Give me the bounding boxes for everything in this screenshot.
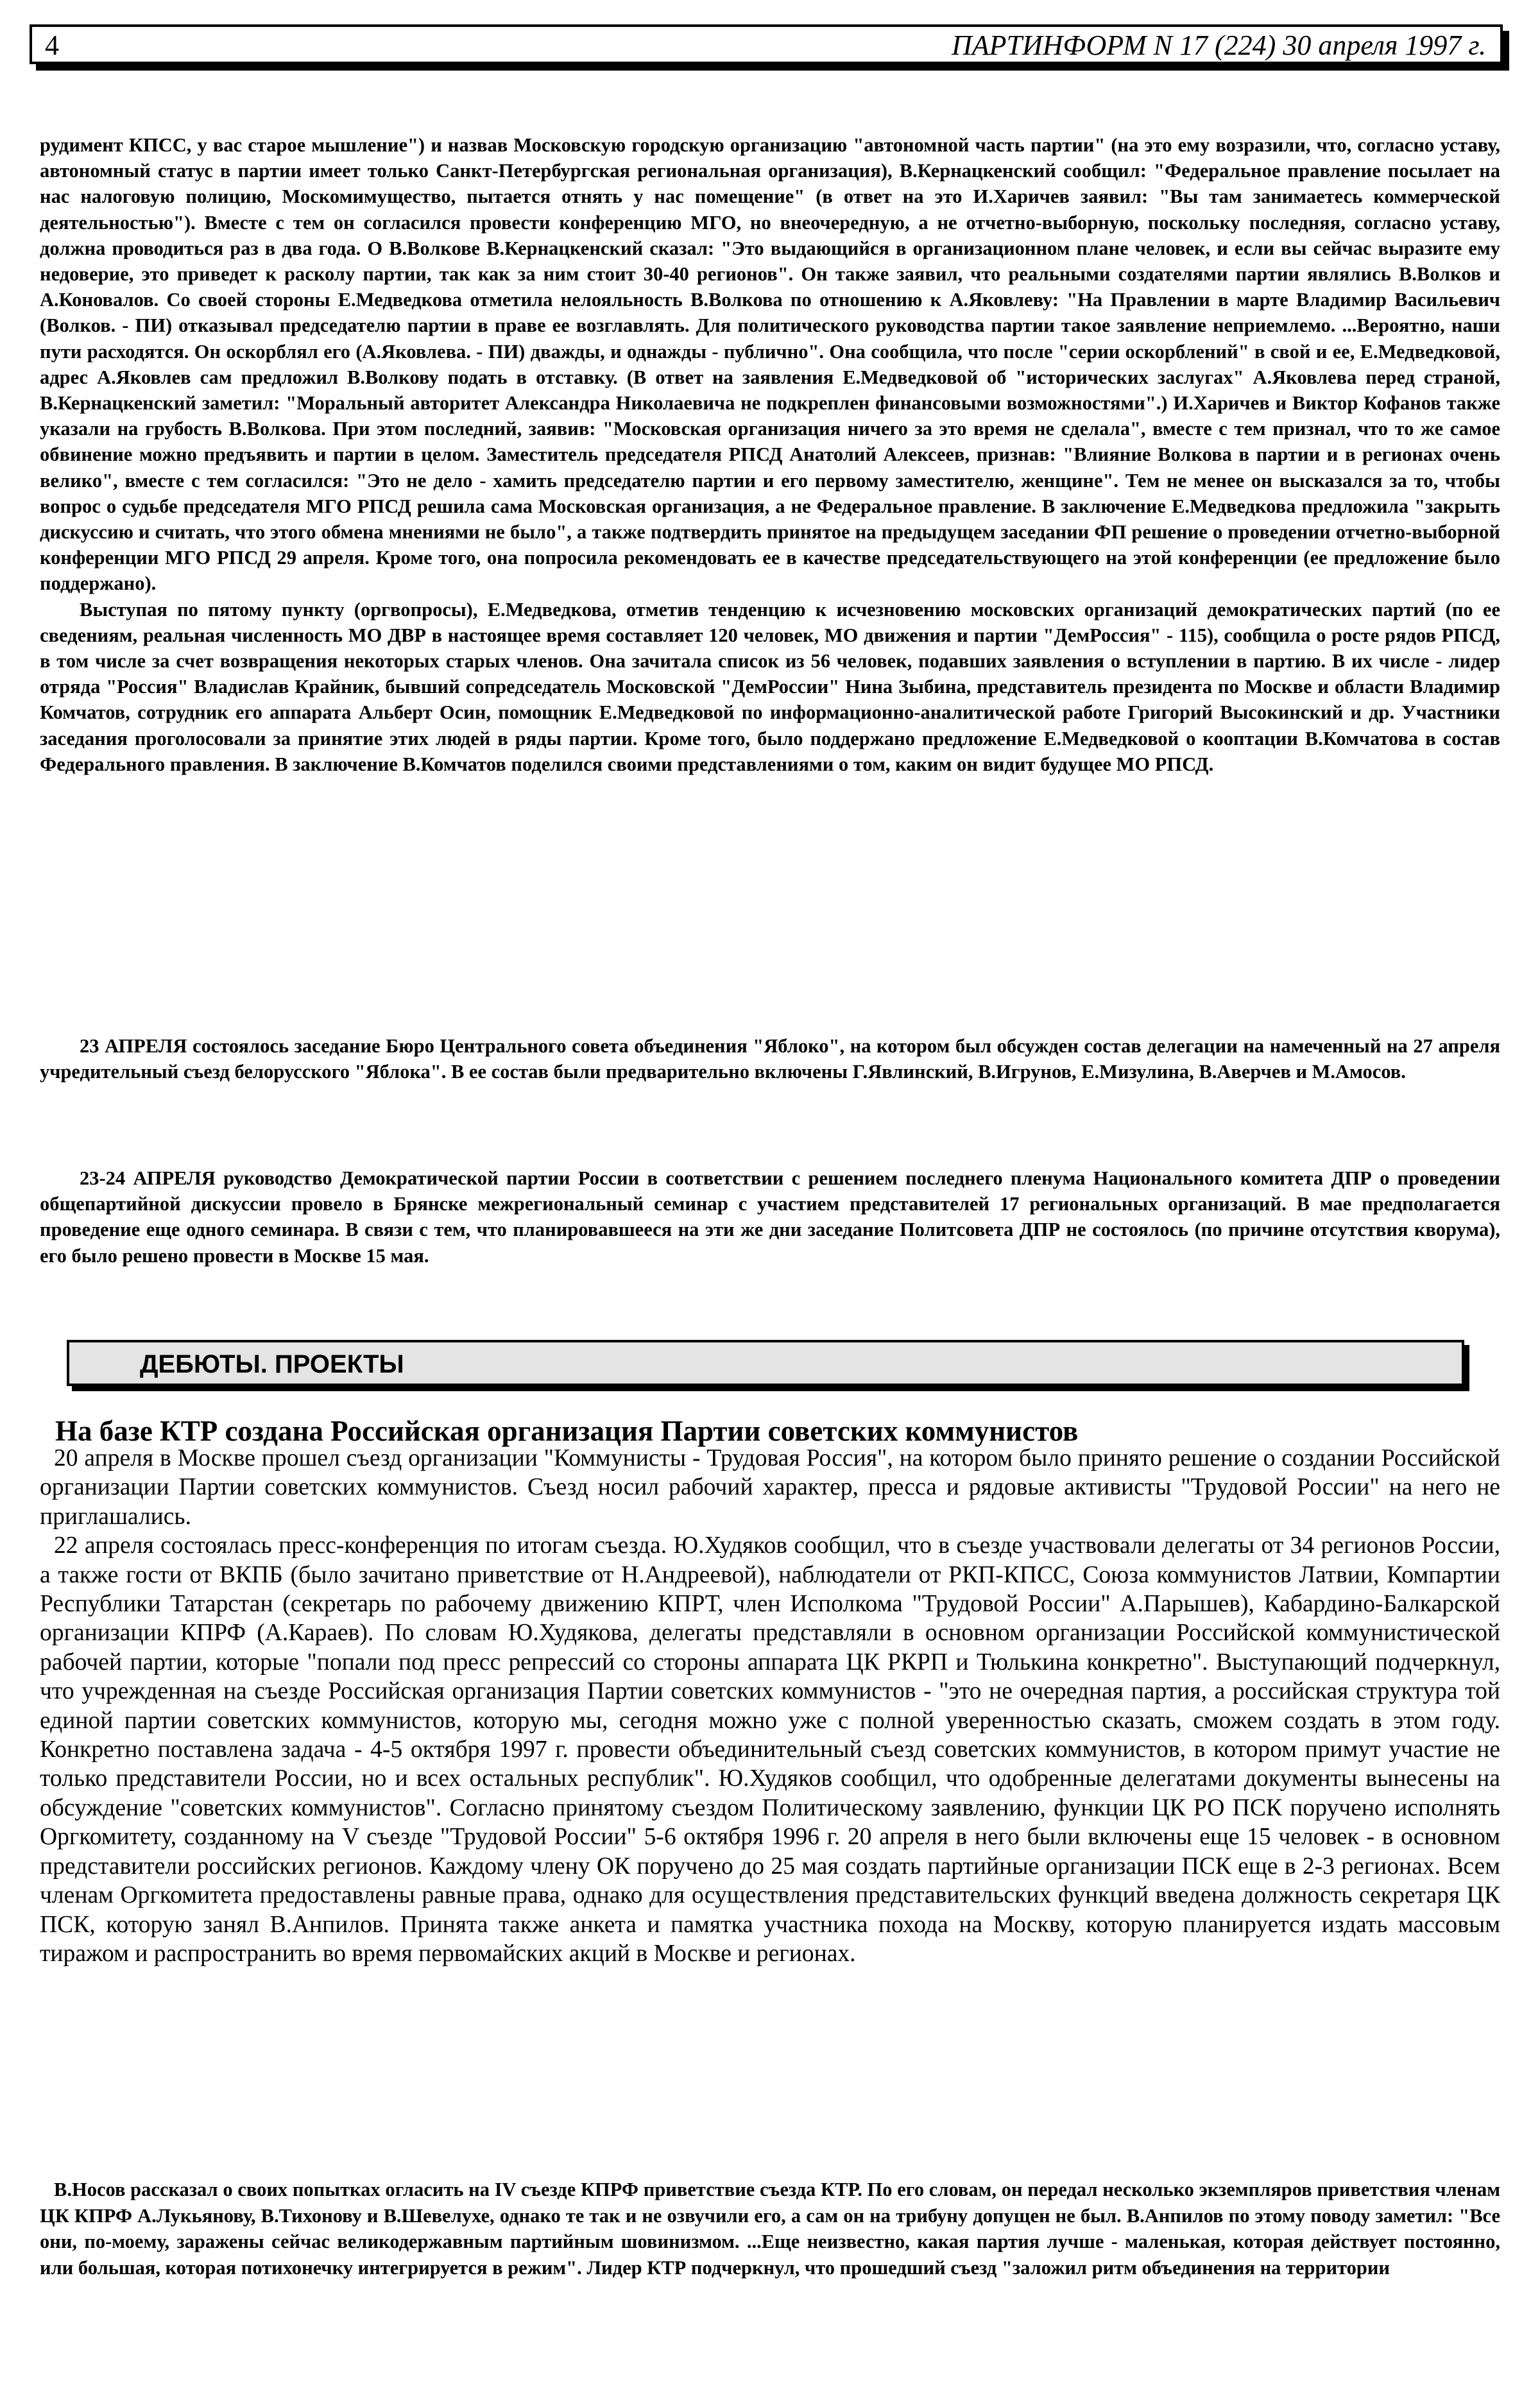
section-heading: ДЕБЮТЫ. ПРОЕКТЫ bbox=[140, 1350, 404, 1378]
article-body bbox=[40, 1444, 1500, 1968]
section-heading-bar bbox=[67, 1340, 1464, 1386]
article-paragraph: 22 апреля состоялась пресс-конференция по итогам съезда. Ю.Худяков сообщил, что в съезде участвовали делегаты от 34 регионов России, а также гости от ВКПБ (было зачитано приветствие от Н.Андреевой), наблюдатели от РКП-КПСС, Союза коммунистов Латвии, Компартии Республики Татарстан (секретарь по рабочему движению КПРТ, член Исполкома "Трудовой России" А.Парышев), Кабардино-Балкарской организации КПРФ (А.Караев). По словам Ю.Худякова, делегаты представляли в основном организации Российской коммунистической рабочей партии, которые "попали под пресс репрессий со стороны аппарата ЦК РКРП и Тюлькина конкретно". Выступающий подчеркнул, что учрежденная на съезде Российская организация Партии советских коммунистов - "это не очередная партия, а российская структура той единой партии советских коммунистов, которую мы, сегодня можно уже с полной уверенностью сказать, сможем создать в этом году. Конкретно поставлена задача - 4-5 октября 1997 г. провести объединительный съезд советских коммунистов, в котором примут участие не только представители России, но и всех остальных республик". Ю.Худяков сообщил, что одобренные делегатами документы вынесены на обсуждение "советских коммунистов". Согласно принятому съездом Политическому заявлению, функции ЦК РО ПСК поручено исполнять Оргкомитету, созданному на V съезде "Трудовой России" 5-6 октября 1996 г. 20 апреля в него были включены еще 15 человек - в основном представители российских регионов. Каждому члену ОК поручено до 25 мая создать партийные организации ПСК еще в 2-3 регионах. Всем членам Оргкомитета предоставлены равные права, однако для осуществления представительских функций введена должность секретаря ЦК ПСК, которую занял В.Анпилов. Принята также анкета и памятка участника похода на Москву, которую планируется издать массовым тиражом и распространить во время первомайских акций в Москве и регионах. bbox=[40, 1532, 1500, 1967]
article-paragraph: В.Носов рассказал о своих попытках огласить на IV съезде КПРФ приветствие съезда КТР. По его словам, он передал несколько экземпляров приветствия членам ЦК КПРФ А.Лукьянову, В.Тихонову и В.Шевелухе, однако те так и не озвучили его, а сам он на трибуну допущен не был. В.Анпилов по этому поводу заметил: "Все они, по-моему, заражены сейчас великодержавным партийным шовинизмом. ...Еще неизвестно, какая партия лучше - маленькая, которая действует постоянно, или большая, которая потихонечку интегрируется в режим". Лидер КТР подчеркнул, что прошедший съезд "заложил ритм объединения на территории bbox=[40, 2179, 1500, 2279]
news-item-text: 23 АПРЕЛЯ состоялось заседание Бюро Центрального совета объединения "Яблоко", на котором был обсужден состав делегации на намеченный на 27 апреля учредительный съезд белорусского "Яблока". В ее состав были предварительно включены Г.Явлинский, В.Игрунов, Е.Мизулина, В.Аверчев и М.Амосов. bbox=[40, 1035, 1500, 1083]
page-header bbox=[30, 24, 1503, 64]
publication-title: ПАРТИНФОРМ N 17 (224) 30 апреля 1997 г. bbox=[952, 30, 1486, 61]
news-item-yabloko bbox=[40, 1033, 1500, 1084]
report-paragraph: рудимент КПСС, у вас старое мышление") и назвав Московскую городскую организацию "автономной часть партии" (на это ему возразили, что, согласно уставу, автономный статус в партии имеет только Санкт-Петербургская региональная организация), В.Кернацкенский сообщил: "Федеральное правление посылает на нас налоговую полицию, Москомимущество, пытается отнять у нас помещение" (в ответ на это И.Харичев заявил: "Вы там занимаетесь коммерческой деятельностью"). Вместе с тем он согласился провести конференцию МГО, но внеочередную, а не отчетно-выборную, поскольку последняя, согласно уставу, должна проводиться раз в два года. О В.Волкове В.Кернацкенский сказал: "Это выдающийся в организационном плане человек, и если вы сейчас выразите ему недоверие, это приведет к расколу партии, так как за ним стоит 30-40 регионов". Он также заявил, что реальными создателями партии являлись В.Волков и А.Коновалов. Со своей стороны Е.Медведкова отметила нелояльность В.Волкова по отношению к А.Яковлеву: "На Правлении в марте Владимир Васильевич (Волков. - ПИ) отказывал председателю партии в праве ее возглавлять. Для политического руководства партии такое заявление неприемлемо. ...Вероятно, наши пути расходятся. Он оскорблял его (А.Яковлева. - ПИ) дважды, и однажды - публично". Она сообщила, что после "серии оскорблений" в свой и ее, Е.Медведковой, адрес А.Яковлев сам предложил В.Волкову подать в отставку. (В ответ на заявления Е.Медведковой об "исторических заслугах" А.Яковлева перед страной, В.Кернацкенский заметил: "Моральный авторитет Александра Николаевича не подкреплен финансовыми возможностями".) И.Харичев и Виктор Кофанов также указали на грубость В.Волкова. При этом последний, заявив: "Московская организация ничего за это время не сделала", вместе с тем признал, что то же самое обвинение можно предъявить и партии в целом. Заместитель председателя РПСД Анатолий Алексеев, признав: "Влияние Волкова в партии и в регионах очень велико", вместе с тем согласился: "Это не дело - хамить председателю партии и его первому заместителю, женщине". Тем не менее он высказался за то, чтобы вопрос о судьбе председателя МГО РПСД решила сама Московская организация, а не Федеральное правление. В заключение Е.Медведкова предложила "закрыть дискуссию и считать, что этого обмена мнениями не было", а также подтвердить принятое на предыдущем заседании ФП решение о проведении отчетно-выборной конференции МГО РПСД 29 апреля. Кроме того, она попросила рекомендовать ее в качестве председательствующего на этой конференции (ее предложение было поддержано). bbox=[40, 134, 1500, 595]
article-title: На базе КТР создана Российская организация Партии советских коммунистов bbox=[55, 1415, 1079, 1447]
report-paragraph: Выступая по пятому пункту (оргвопросы), Е.Медведкова, отметив тенденцию к исчезновению московских организаций демократических партий (по ее сведениям, реальная численность МО ДВР в настоящее время составляет 120 человек, МО движения и партии "ДемРоссия" - 115), сообщила о росте рядов РПСД, в том числе за счет возвращения некоторых старых членов. Она зачитала список из 56 человек, подавших заявления о вступлении в партию. В их числе - лидер отряда "Россия" Владислав Крайник, бывший сопредседатель Московской "ДемРоссии" Нина Зыбина, представитель президента по Москве и области Владимир Комчатов, сотрудник его аппарата Альберт Осин, помощник Е.Медведковой по информационно-аналитической работе Григорий Высокинский и др. Участники заседания проголосовали за принятие этих людей в ряды партии. Кроме того, было поддержано предложение Е.Медведковой о кооптации В.Комчатова в состав Федерального правления. В заключение В.Комчатов поделился своими представлениями о том, каким он видит будущее МО РПСД. bbox=[40, 598, 1500, 775]
article-bold-paragraph bbox=[40, 2177, 1500, 2281]
article-paragraph: 20 апреля в Москве прошел съезд организации "Коммунисты - Трудовая Россия", на котором было принято решение о создании Российской организации Партии советских коммунистов. Съезд носил рабочий характер, пресса и рядовые активисты "Трудовой России" на него не приглашались. bbox=[40, 1445, 1500, 1530]
continued-report bbox=[40, 132, 1500, 777]
page-number: 4 bbox=[45, 30, 59, 61]
news-item-text: 23-24 АПРЕЛЯ руководство Демократической партии России в соответствии с решением последнего пленума Национального комитета ДПР о проведении общепартийной дискуссии провело в Брянске межрегиональный семинар с участием представителей 17 региональных организаций. В мае предполагается проведение еще одного семинара. В связи с тем, что планировавшееся на эти же дни заседание Политсовета ДПР не состоялось (по причине отсутствия кворума), его было решено провести в Москве 15 мая. bbox=[40, 1167, 1500, 1267]
news-item-dpr bbox=[40, 1165, 1500, 1269]
